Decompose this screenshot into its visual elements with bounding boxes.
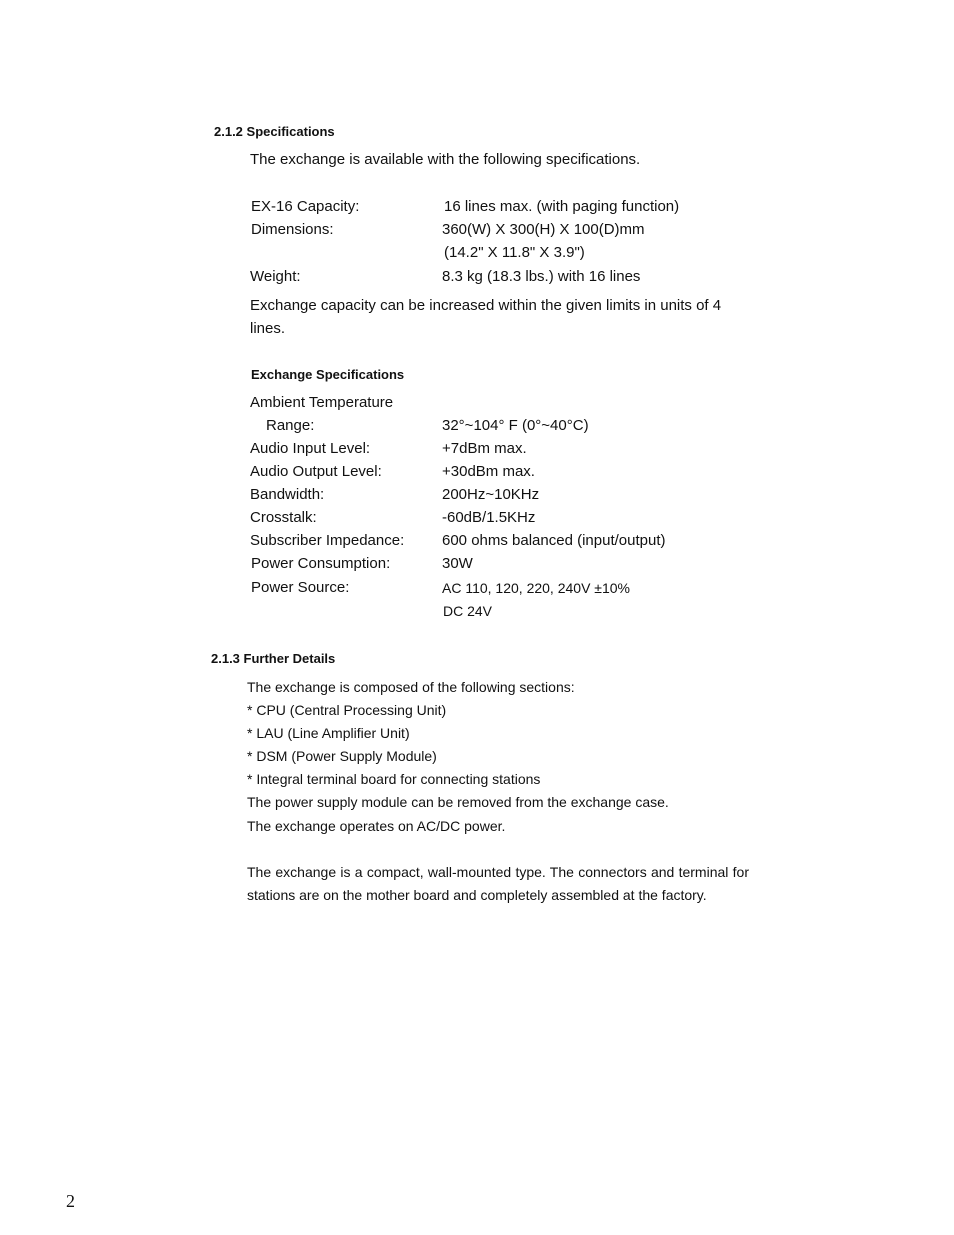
spec-value-power-source-dc: DC 24V bbox=[443, 603, 493, 619]
spec-value-dimensions-inches: (14.2" X 11.8" X 3.9") bbox=[444, 244, 585, 261]
spec-value-bandwidth: 200Hz~10KHz bbox=[442, 486, 540, 503]
details-list-item-dsm: * DSM (Power Supply Module) bbox=[247, 748, 437, 764]
spec-label-capacity: EX-16 Capacity: bbox=[251, 198, 360, 215]
spec-value-audio-output: +30dBm max. bbox=[442, 463, 535, 480]
spec-value-range: 32°~104° F (0°~40°C) bbox=[442, 417, 589, 434]
spec-value-audio-input: +7dBm max. bbox=[442, 440, 527, 457]
details-closing-paragraph: The exchange is a compact, wall-mounted type. The connectors and terminal for stations are on the mother board and completely assembled at the factory. bbox=[247, 864, 749, 903]
spec-value-power-consumption: 30W bbox=[442, 555, 473, 572]
spec-label-weight: Weight: bbox=[250, 268, 301, 285]
section-heading-2-1-2: 2.1.2 Specifications bbox=[214, 124, 335, 139]
details-line: The exchange operates on AC/DC power. bbox=[247, 818, 506, 834]
spec-label-impedance: Subscriber Impedance: bbox=[250, 532, 405, 549]
page-number: 2 bbox=[66, 1191, 75, 1211]
spec-value-power-source-ac: AC 110, 120, 220, 240V ±10% bbox=[442, 580, 631, 596]
specifications-intro: The exchange is available with the following specifications. bbox=[250, 151, 641, 168]
spec-label-bandwidth: Bandwidth: bbox=[250, 486, 325, 503]
spec-value-capacity: 16 lines max. (with paging function) bbox=[444, 198, 680, 215]
spec-label-audio-input: Audio Input Level: bbox=[250, 440, 371, 457]
spec-label-dimensions: Dimensions: bbox=[251, 221, 334, 238]
section-heading-2-1-3: 2.1.3 Further Details bbox=[211, 651, 336, 666]
spec-label-crosstalk: Crosstalk: bbox=[250, 509, 317, 526]
details-list-item-cpu: * CPU (Central Processing Unit) bbox=[247, 702, 447, 718]
spec-label-ambient-temperature: Ambient Temperature bbox=[250, 394, 394, 411]
spec-value-dimensions: 360(W) X 300(H) X 100(D)mm bbox=[442, 221, 645, 238]
details-line: The power supply module can be removed from the exchange case. bbox=[247, 794, 669, 810]
spec-label-power-source: Power Source: bbox=[251, 579, 350, 596]
details-list-item-terminal-board: * Integral terminal board for connecting stations bbox=[247, 771, 541, 787]
spec-value-weight: 8.3 kg (18.3 lbs.) with 16 lines bbox=[442, 268, 641, 285]
details-line: The exchange is composed of the following sections: bbox=[247, 679, 575, 695]
details-list-item-lau: * LAU (Line Amplifier Unit) bbox=[247, 725, 410, 741]
spec-label-audio-output: Audio Output Level: bbox=[250, 463, 382, 480]
capacity-note: Exchange capacity can be increased within the given limits in units of 4 lines. bbox=[250, 297, 722, 337]
exchange-specifications-heading: Exchange Specifications bbox=[251, 367, 405, 382]
spec-label-range: Range: bbox=[266, 417, 315, 434]
spec-value-crosstalk: -60dB/1.5KHz bbox=[442, 509, 536, 526]
spec-value-impedance: 600 ohms balanced (input/output) bbox=[442, 532, 666, 549]
spec-label-power-consumption: Power Consumption: bbox=[251, 555, 391, 572]
